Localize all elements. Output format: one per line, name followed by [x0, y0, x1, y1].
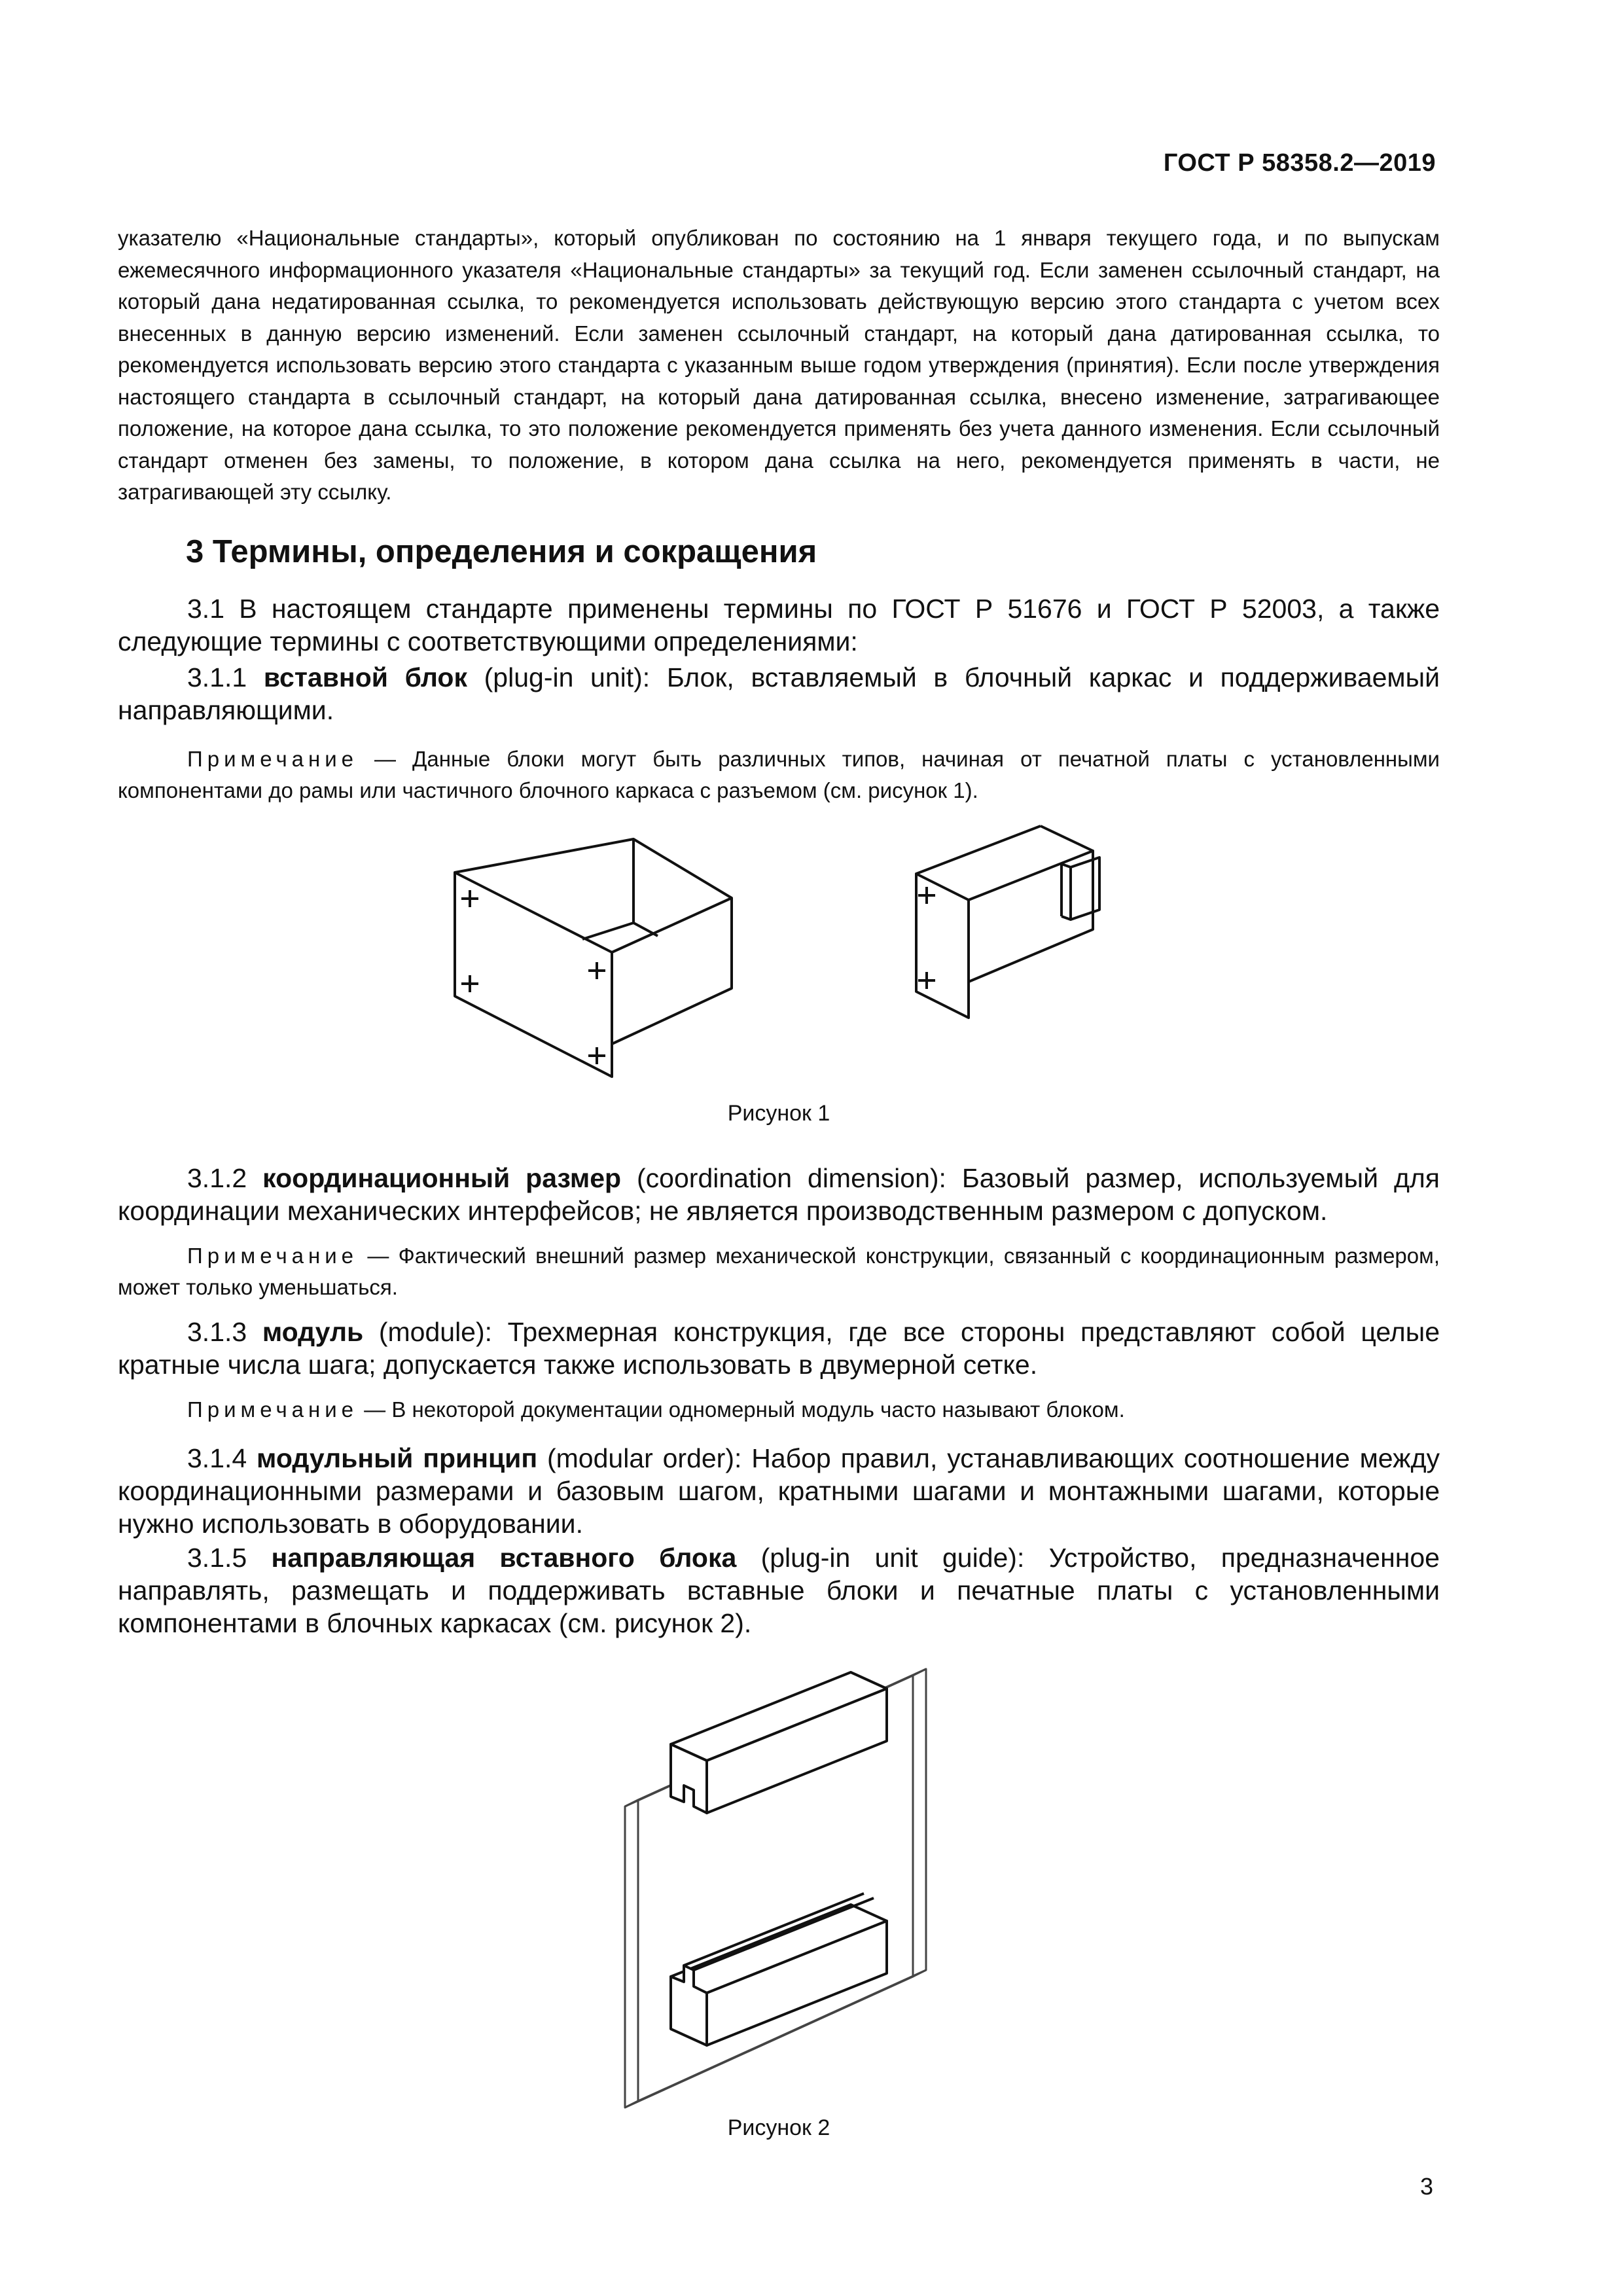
- term-number: 3.1.3: [187, 1317, 262, 1347]
- note-label: Примечание: [187, 1397, 359, 1422]
- term-name: направляющая вставного блока: [271, 1543, 737, 1573]
- note-text: В некоторой документации одномерный модуль часто называют блоком.: [391, 1397, 1125, 1422]
- term-name: модуль: [262, 1317, 364, 1347]
- note-dash: —: [358, 1397, 392, 1422]
- standard-code: ГОСТ Р 58358.2—2019: [1163, 149, 1436, 177]
- note-label: Примечание: [187, 1244, 359, 1268]
- note-text: Данные блоки могут быть различных типов, начиная от печатной платы с установленными компонентами до рамы или частичного блочного каркаса с разъемом (см. рисунок 1).: [118, 747, 1440, 802]
- note-label: Примечание: [187, 747, 359, 771]
- figure-2-caption: Рисунок 2: [727, 2115, 830, 2140]
- term-name: координационный размер: [262, 1163, 622, 1193]
- figure-1-caption: Рисунок 1: [727, 1101, 830, 1126]
- term-definition: (plug-in unit guide): Устройство, предназначенное направлять, размещать и поддерживать вставные блоки и печатные платы с установленными компонентами в блочных каркасах (см. рисунок 2).: [118, 1543, 1440, 1638]
- term-definition: (modular order): Набор правил, устанавливающих соотношение между координационными размерами и базовым шагом, кратными шагами и монтажными шагами, которые нужно использовать в оборудовании.: [118, 1443, 1440, 1539]
- note-dash: —: [358, 1244, 399, 1268]
- term-number: 3.1.4: [187, 1443, 257, 1473]
- term-definition: (plug-in unit): Блок, вставляемый в блочный каркас и поддерживаемый направляющими.: [118, 662, 1440, 725]
- term-definition: (module): Трехмерная конструкция, где все стороны представляют собой целые кратные числа шага; допускается также использовать в двумерной сетке.: [118, 1317, 1440, 1380]
- intro-paragraph: указателю «Национальные стандарты», который опубликован по состоянию на 1 января текущего года, и по выпускам ежемесячного информационного указателя «Национальные стандарты» за текущий год. Если заменен ссылочный стандарт, на который дана недатированная ссылка, то рекомендуется использовать действующую версию этого стандарта с учетом всех внесенных в данную версию изменений. Если заменен ссылочный стандарт, на который дана датированная ссылка, то рекомендуется использовать версию этого стандарта с указанным выше годом утверждения (принятия). Если после утверждения настоящего стандарта в ссылочный стандарт, на который дана датированная ссылка, внесено изменение, затрагивающее положение, на которое дана ссылка, то это положение рекомендуется применять без учета данного изменения. Если ссылочный стандарт отменен без замены, то положение, в котором дана ссылка на него, рекомендуется применять в части, не затрагивающей эту ссылку.: [118, 226, 1440, 504]
- term-name: вставной блок: [263, 662, 467, 692]
- note-dash: —: [358, 747, 413, 771]
- section-title: 3 Термины, определения и сокращения: [186, 534, 817, 569]
- paragraph-3-1: 3.1 В настоящем стандарте применены термины по ГОСТ Р 51676 и ГОСТ Р 52003, а также следующие термины с соответствующими определениями:: [118, 594, 1440, 656]
- term-number: 3.1.1: [187, 662, 264, 692]
- page-number: 3: [1419, 2173, 1433, 2200]
- term-name: модульный принцип: [257, 1443, 538, 1473]
- term-definition: (coordination dimension): Базовый размер, используемый для координации механических интерфейсов; не является производственным размером с допуском.: [118, 1163, 1440, 1226]
- term-number: 3.1.2: [187, 1163, 263, 1193]
- note-text: Фактический внешний размер механической конструкции, связанный с координационным размером, может только уменьшаться.: [118, 1244, 1440, 1299]
- term-number: 3.1.5: [187, 1543, 272, 1573]
